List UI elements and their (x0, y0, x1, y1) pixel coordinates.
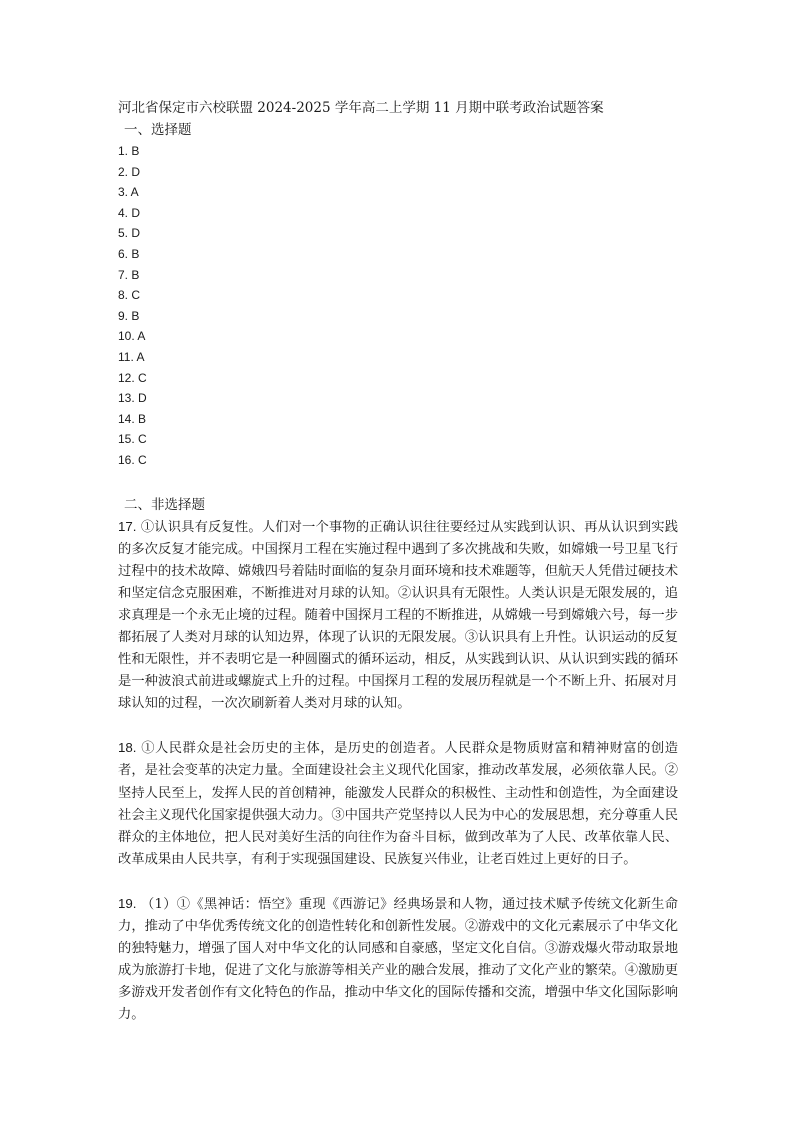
document-title: 河北省保定市六校联盟 2024-2025 学年高二上学期 11 月期中联考政治试题答案 (118, 100, 604, 116)
answer-list (118, 141, 678, 471)
question-number: 19. (118, 895, 137, 911)
answer-text: ①认识具有反复性。人们对一个事物的正确认识往往要经过从实践到认识、再从认识到实践的多次反复才能完成。中国探月工程在实施过程中遇到了多次挑战和失败，如嫦娥一号卫星飞行过程中的技术故障、嫦娥四号着陆时面临的复杂月面环境和技术难题等，但航天人凭借过硬技术和坚定信念克服困难，不断推进对月球的认知。②认识具有无限性。人类认识是无限发展的，追求真理是一个永无止境的过程。随着中国探月工程的不断推进，从嫦娥一号到嫦娥六号，每一步都拓展了人类对月球的认知边界，体现了认识的无限发展。③认识具有上升性。认识运动的反复性和无限性，并不表明它是一种圆圈式的循环运动，相反，从实践到认识、从认识到实践的循环是一种波浪式前进或螺旋式上升的过程。中国探月工程的发展历程就是一个不断上升、拓展对月球认知的过程，一次次刷新着人类对月球的认知。 (118, 519, 679, 712)
answer-item: 5. D (118, 226, 141, 241)
spacer (118, 471, 678, 494)
question-number: 17. (118, 518, 137, 534)
answer-item: 10. A (118, 329, 146, 344)
answer-text: （1）①《黑神话：悟空》重现《西游记》经典场景和人物，通过技术赋予传统文化新生命力，推动了中华优秀传统文化的创造性转化和创新性发展。②游戏中的文化元素展示了中华文化的独特魅力，增强了国人对中华文化的认同感和自豪感，坚定文化自信。③游戏爆火带动取景地成为旅游打卡地，促进了文化与旅游等相关产业的融合发展，推动了文化产业的繁荣。④激励更多游戏开发者创作有文化特色的作品，推动中华文化的国际传播和交流，增强中华文化国际影响力。 (118, 896, 678, 1023)
answer-item: 12. C (118, 370, 147, 385)
answer-item: 13. D (118, 391, 147, 406)
answer-item: 2. D (118, 164, 141, 179)
question-number: 18. (118, 740, 137, 756)
answer-item: 4. D (118, 205, 141, 220)
section-heading-choice: 一、选择题 (124, 122, 192, 138)
answer-item: 8. C (118, 288, 141, 303)
answer-text: ①人民群众是社会历史的主体，是历史的创造者。人民群众是物质财富和精神财富的创造者，是社会变革的决定力量。全面建设社会主义现代化国家，推动改革发展，必须依靠人民。②坚持人民至上，发挥人民的首创精神，能激发人民群众的积极性、主动性和创造性，为全面建设社会主义现代化国家提供强大动力。③中国共产党坚持以人民为中心的发展思想，充分尊重人民群众的主体地位，把人民对美好生活的向往作为奋斗目标，做到改革为了人民、改革依靠人民、改革成果由人民共享，有利于实现强国建设、民族复兴伟业，让老百姓过上更好的日子。 (118, 741, 679, 867)
answer-item: 1. B (118, 144, 140, 158)
document-page (118, 97, 678, 1026)
spacer (118, 715, 678, 737)
answer-17 (118, 516, 678, 716)
answer-item: 11. A (118, 349, 145, 364)
answer-item: 6. B (118, 246, 140, 261)
section-heading-nonchoice: 二、非选择题 (124, 496, 205, 513)
answer-item: 9. B (118, 308, 140, 323)
answer-item: 3. A (118, 185, 139, 200)
answer-item: 7. B (118, 267, 140, 282)
answer-18 (118, 737, 678, 871)
answer-item: 16. C (118, 452, 147, 467)
answer-19 (118, 893, 678, 1027)
spacer (118, 871, 678, 893)
answer-item: 14. B (118, 411, 147, 426)
answer-item: 15. C (118, 432, 147, 447)
